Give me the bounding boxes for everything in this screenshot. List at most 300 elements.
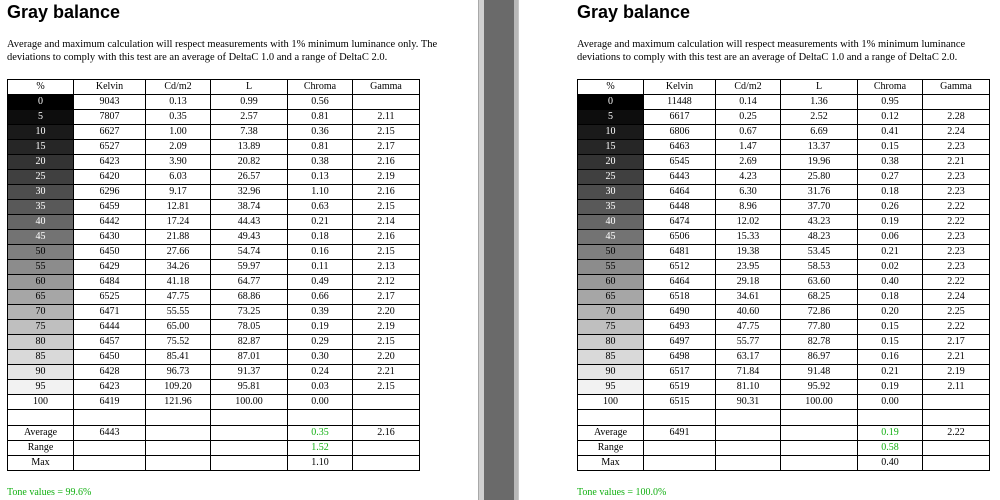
table-cell: 2.17 bbox=[353, 290, 420, 305]
table-cell: 6442 bbox=[74, 215, 146, 230]
table-cell: 2.13 bbox=[353, 260, 420, 275]
table-cell: 34.26 bbox=[146, 260, 211, 275]
table-row bbox=[578, 245, 990, 260]
table-cell: 6448 bbox=[644, 200, 716, 215]
table-cell: 6517 bbox=[644, 365, 716, 380]
table-row bbox=[578, 335, 990, 350]
table-cell: 0.18 bbox=[858, 185, 923, 200]
table-cell: 6519 bbox=[644, 380, 716, 395]
table-cell: 0.25 bbox=[716, 110, 781, 125]
summary-row-max bbox=[8, 456, 420, 471]
table-row bbox=[578, 305, 990, 320]
table-cell: 6443 bbox=[644, 170, 716, 185]
table-cell: 15.33 bbox=[716, 230, 781, 245]
gray-level-swatch: 70 bbox=[578, 305, 644, 320]
table-cell bbox=[146, 456, 211, 471]
table-cell: 40.60 bbox=[716, 305, 781, 320]
table-row bbox=[8, 230, 420, 245]
table-cell: 82.87 bbox=[211, 335, 288, 350]
table-cell bbox=[716, 456, 781, 471]
gray-level-swatch: 100 bbox=[8, 395, 74, 410]
table-cell: 73.25 bbox=[211, 305, 288, 320]
table-cell: 0.81 bbox=[288, 140, 353, 155]
table-cell: 6430 bbox=[74, 230, 146, 245]
table-cell: 48.23 bbox=[781, 230, 858, 245]
table-cell: 6296 bbox=[74, 185, 146, 200]
table-cell: 0.19 bbox=[858, 380, 923, 395]
table-cell: 0.66 bbox=[288, 290, 353, 305]
gray-level-swatch: 60 bbox=[578, 275, 644, 290]
table-cell: 4.23 bbox=[716, 170, 781, 185]
table-row bbox=[8, 245, 420, 260]
table-cell: 68.25 bbox=[781, 290, 858, 305]
table-cell: 2.19 bbox=[353, 170, 420, 185]
column-header: % bbox=[8, 80, 74, 95]
table-cell: 75.52 bbox=[146, 335, 211, 350]
column-header: L bbox=[781, 80, 858, 95]
table-spacer-row bbox=[8, 410, 420, 426]
table-cell: 6545 bbox=[644, 155, 716, 170]
table-row bbox=[578, 230, 990, 245]
average-gamma: 2.16 bbox=[353, 426, 420, 441]
description bbox=[7, 38, 437, 64]
table-cell: 0.40 bbox=[858, 275, 923, 290]
table-cell: 6457 bbox=[74, 335, 146, 350]
gray-level-swatch: 15 bbox=[8, 140, 74, 155]
table-row bbox=[8, 260, 420, 275]
table-cell: 85.41 bbox=[146, 350, 211, 365]
table-cell: 6423 bbox=[74, 380, 146, 395]
table-row bbox=[8, 125, 420, 140]
gray-level-swatch: 5 bbox=[8, 110, 74, 125]
table-cell bbox=[923, 456, 990, 471]
table-cell: 0.21 bbox=[288, 215, 353, 230]
column-header: L bbox=[211, 80, 288, 95]
table-row bbox=[578, 95, 990, 110]
gray-level-swatch: 75 bbox=[578, 320, 644, 335]
table-row bbox=[578, 395, 990, 410]
column-header: Gamma bbox=[923, 80, 990, 95]
table-cell: 2.23 bbox=[923, 140, 990, 155]
table-cell: 49.43 bbox=[211, 230, 288, 245]
table-cell: 20.82 bbox=[211, 155, 288, 170]
table-cell: 2.28 bbox=[923, 110, 990, 125]
table-cell: 6428 bbox=[74, 365, 146, 380]
table-cell: 6.03 bbox=[146, 170, 211, 185]
table-cell: 0.21 bbox=[858, 365, 923, 380]
table-row bbox=[8, 275, 420, 290]
table-cell: 6497 bbox=[644, 335, 716, 350]
table-cell: 19.38 bbox=[716, 245, 781, 260]
table-cell bbox=[211, 441, 288, 456]
table-cell: 0.81 bbox=[288, 110, 353, 125]
gray-level-swatch: 0 bbox=[578, 95, 644, 110]
table-cell: 13.89 bbox=[211, 140, 288, 155]
table-cell: 0.39 bbox=[288, 305, 353, 320]
gray-level-swatch: 25 bbox=[8, 170, 74, 185]
column-header: Gamma bbox=[353, 80, 420, 95]
gray-level-swatch: 65 bbox=[578, 290, 644, 305]
table-cell bbox=[716, 426, 781, 441]
table-cell: 0.99 bbox=[211, 95, 288, 110]
table-cell: 6527 bbox=[74, 140, 146, 155]
table-cell bbox=[716, 441, 781, 456]
report-panel-right bbox=[570, 0, 1000, 500]
table-row bbox=[578, 125, 990, 140]
average-chroma: 0.35 bbox=[288, 426, 353, 441]
table-cell: 0.41 bbox=[858, 125, 923, 140]
summary-label: Average bbox=[8, 426, 74, 441]
table-row bbox=[578, 200, 990, 215]
table-row bbox=[578, 140, 990, 155]
table-cell: 2.24 bbox=[923, 290, 990, 305]
table-row bbox=[8, 290, 420, 305]
table-cell bbox=[146, 410, 211, 426]
table-row bbox=[578, 185, 990, 200]
table-cell: 2.52 bbox=[781, 110, 858, 125]
gray-level-swatch: 50 bbox=[578, 245, 644, 260]
table-cell bbox=[923, 410, 990, 426]
table-cell: 2.19 bbox=[923, 365, 990, 380]
table-cell: 65.00 bbox=[146, 320, 211, 335]
table-cell: 0.13 bbox=[288, 170, 353, 185]
table-cell: 2.22 bbox=[923, 215, 990, 230]
table-row bbox=[8, 305, 420, 320]
table-cell bbox=[858, 410, 923, 426]
page-title: Gray balance bbox=[577, 2, 691, 22]
table-cell: 2.11 bbox=[923, 380, 990, 395]
table-cell: 1.47 bbox=[716, 140, 781, 155]
table-cell: 2.15 bbox=[353, 380, 420, 395]
table-cell: 6471 bbox=[74, 305, 146, 320]
table-cell: 44.43 bbox=[211, 215, 288, 230]
table-cell: 100.00 bbox=[781, 395, 858, 410]
table-cell: 0.00 bbox=[858, 395, 923, 410]
summary-label: Average bbox=[578, 426, 644, 441]
table-cell bbox=[146, 441, 211, 456]
tone-values: Tone values = 100.0% bbox=[577, 487, 667, 498]
table-cell: 2.12 bbox=[353, 275, 420, 290]
gray-level-swatch: 40 bbox=[578, 215, 644, 230]
table-row bbox=[578, 170, 990, 185]
table-cell: 90.31 bbox=[716, 395, 781, 410]
table-cell: 17.24 bbox=[146, 215, 211, 230]
right-page-margin bbox=[518, 0, 570, 500]
column-header: Kelvin bbox=[74, 80, 146, 95]
table-cell: 7807 bbox=[74, 110, 146, 125]
gray-level-swatch: 30 bbox=[8, 185, 74, 200]
table-cell: 6484 bbox=[74, 275, 146, 290]
table-row bbox=[8, 350, 420, 365]
description-line-2: deviations to comply with this test are an average of DeltaC 1.0 and a range of DeltaC 2.0. bbox=[7, 52, 388, 63]
table-cell: 6.69 bbox=[781, 125, 858, 140]
table-cell bbox=[644, 441, 716, 456]
description-line-1: Average and maximum calculation will respect measurements with 1% minimum luminance bbox=[577, 39, 966, 50]
table-cell bbox=[644, 456, 716, 471]
table-cell: 2.21 bbox=[923, 350, 990, 365]
table-cell: 6806 bbox=[644, 125, 716, 140]
table-cell: 6420 bbox=[74, 170, 146, 185]
gray-balance-table bbox=[577, 79, 990, 471]
gray-level-swatch: 90 bbox=[578, 365, 644, 380]
table-cell: 2.24 bbox=[923, 125, 990, 140]
table-cell: 6423 bbox=[74, 155, 146, 170]
gray-level-swatch: 50 bbox=[8, 245, 74, 260]
table-row bbox=[8, 155, 420, 170]
table-cell: 2.23 bbox=[923, 230, 990, 245]
column-header: Kelvin bbox=[644, 80, 716, 95]
table-cell: 0.15 bbox=[858, 320, 923, 335]
table-cell: 6.30 bbox=[716, 185, 781, 200]
table-cell: 38.74 bbox=[211, 200, 288, 215]
table-cell: 6419 bbox=[74, 395, 146, 410]
average-kelvin: 6443 bbox=[74, 426, 146, 441]
description bbox=[577, 38, 965, 64]
table-cell bbox=[923, 441, 990, 456]
table-cell: 0.19 bbox=[858, 215, 923, 230]
table-cell: 31.76 bbox=[781, 185, 858, 200]
table-row bbox=[8, 380, 420, 395]
table-cell: 1.10 bbox=[288, 185, 353, 200]
table-cell bbox=[781, 441, 858, 456]
table-cell: 77.80 bbox=[781, 320, 858, 335]
table-row bbox=[8, 395, 420, 410]
column-header: Chroma bbox=[288, 80, 353, 95]
table-cell: 96.73 bbox=[146, 365, 211, 380]
table-cell: 41.18 bbox=[146, 275, 211, 290]
table-cell bbox=[923, 95, 990, 110]
table-cell: 2.22 bbox=[923, 200, 990, 215]
table-header-row bbox=[578, 80, 990, 95]
table-cell: 0.19 bbox=[288, 320, 353, 335]
table-cell: 87.01 bbox=[211, 350, 288, 365]
table-cell: 2.21 bbox=[923, 155, 990, 170]
table-cell: 6512 bbox=[644, 260, 716, 275]
table-cell: 8.96 bbox=[716, 200, 781, 215]
table-cell: 6617 bbox=[644, 110, 716, 125]
table-row bbox=[578, 365, 990, 380]
table-cell: 2.23 bbox=[923, 245, 990, 260]
table-cell: 7.38 bbox=[211, 125, 288, 140]
report-panel-left bbox=[0, 0, 478, 500]
gray-level-swatch: 10 bbox=[578, 125, 644, 140]
table-cell: 0.30 bbox=[288, 350, 353, 365]
table-cell: 6518 bbox=[644, 290, 716, 305]
table-cell: 0.38 bbox=[288, 155, 353, 170]
gray-level-swatch: 5 bbox=[578, 110, 644, 125]
table-cell: 0.11 bbox=[288, 260, 353, 275]
table-cell bbox=[353, 395, 420, 410]
table-cell: 9043 bbox=[74, 95, 146, 110]
gray-level-swatch: 70 bbox=[8, 305, 74, 320]
table-cell: 23.95 bbox=[716, 260, 781, 275]
summary-row-range bbox=[8, 441, 420, 456]
table-cell: 12.02 bbox=[716, 215, 781, 230]
table-cell: 6627 bbox=[74, 125, 146, 140]
table-cell bbox=[578, 410, 644, 426]
table-cell: 0.02 bbox=[858, 260, 923, 275]
table-cell bbox=[288, 410, 353, 426]
table-cell bbox=[211, 456, 288, 471]
table-cell: 6493 bbox=[644, 320, 716, 335]
average-chroma: 0.19 bbox=[858, 426, 923, 441]
column-header: Cd/m2 bbox=[146, 80, 211, 95]
gray-level-swatch: 20 bbox=[8, 155, 74, 170]
table-cell: 2.23 bbox=[923, 185, 990, 200]
table-cell: 6481 bbox=[644, 245, 716, 260]
table-cell: 6506 bbox=[644, 230, 716, 245]
table-cell bbox=[353, 95, 420, 110]
table-cell: 1.00 bbox=[146, 125, 211, 140]
gray-balance-table bbox=[7, 79, 420, 471]
table-row bbox=[578, 260, 990, 275]
table-cell: 59.97 bbox=[211, 260, 288, 275]
table-cell bbox=[923, 395, 990, 410]
table-cell: 72.86 bbox=[781, 305, 858, 320]
table-row bbox=[8, 140, 420, 155]
table-cell: 0.15 bbox=[858, 335, 923, 350]
table-cell: 29.18 bbox=[716, 275, 781, 290]
table-cell: 2.25 bbox=[923, 305, 990, 320]
table-cell: 6490 bbox=[644, 305, 716, 320]
description-line-1: Average and maximum calculation will respect measurements with 1% minimum luminance only. The bbox=[7, 39, 438, 50]
table-cell: 0.18 bbox=[288, 230, 353, 245]
table-cell: 2.09 bbox=[146, 140, 211, 155]
table-cell: 82.78 bbox=[781, 335, 858, 350]
summary-label: Max bbox=[8, 456, 74, 471]
table-cell: 2.15 bbox=[353, 245, 420, 260]
table-cell bbox=[781, 410, 858, 426]
gray-level-swatch: 80 bbox=[578, 335, 644, 350]
table-cell: 0.26 bbox=[858, 200, 923, 215]
table-cell: 2.16 bbox=[353, 185, 420, 200]
table-cell: 64.77 bbox=[211, 275, 288, 290]
table-cell: 0.63 bbox=[288, 200, 353, 215]
summary-label: Range bbox=[8, 441, 74, 456]
table-cell: 2.23 bbox=[923, 170, 990, 185]
table-cell: 0.03 bbox=[288, 380, 353, 395]
page-title: Gray balance bbox=[7, 2, 121, 22]
table-cell: 2.11 bbox=[353, 110, 420, 125]
table-cell bbox=[781, 426, 858, 441]
table-cell: 68.86 bbox=[211, 290, 288, 305]
table-cell: 2.69 bbox=[716, 155, 781, 170]
table-cell: 2.15 bbox=[353, 335, 420, 350]
table-cell: 6525 bbox=[74, 290, 146, 305]
summary-row-range bbox=[578, 441, 990, 456]
table-cell bbox=[8, 410, 74, 426]
gray-level-swatch: 45 bbox=[8, 230, 74, 245]
gray-level-swatch: 20 bbox=[578, 155, 644, 170]
table-cell: 6459 bbox=[74, 200, 146, 215]
table-cell: 0.24 bbox=[288, 365, 353, 380]
average-kelvin: 6491 bbox=[644, 426, 716, 441]
table-cell: 58.53 bbox=[781, 260, 858, 275]
table-cell: 2.17 bbox=[353, 140, 420, 155]
table-row bbox=[8, 320, 420, 335]
table-cell: 0.18 bbox=[858, 290, 923, 305]
description-line-2: deviations to comply with this test are an average of DeltaC 1.0 and a range of DeltaC 2.0. bbox=[577, 52, 958, 63]
table-row bbox=[8, 335, 420, 350]
table-cell: 43.23 bbox=[781, 215, 858, 230]
column-header: % bbox=[578, 80, 644, 95]
table-row bbox=[578, 380, 990, 395]
table-cell: 3.90 bbox=[146, 155, 211, 170]
gray-level-swatch: 30 bbox=[578, 185, 644, 200]
range-chroma: 1.52 bbox=[288, 441, 353, 456]
table-cell: 6450 bbox=[74, 245, 146, 260]
table-cell: 2.14 bbox=[353, 215, 420, 230]
table-cell: 2.23 bbox=[923, 260, 990, 275]
gray-level-swatch: 40 bbox=[8, 215, 74, 230]
table-cell: 0.12 bbox=[858, 110, 923, 125]
table-cell: 37.70 bbox=[781, 200, 858, 215]
average-gamma: 2.22 bbox=[923, 426, 990, 441]
table-cell: 26.57 bbox=[211, 170, 288, 185]
table-cell: 0.95 bbox=[858, 95, 923, 110]
table-cell bbox=[353, 456, 420, 471]
table-cell: 2.22 bbox=[923, 320, 990, 335]
table-row bbox=[8, 365, 420, 380]
table-cell: 0.06 bbox=[858, 230, 923, 245]
gray-level-swatch: 45 bbox=[578, 230, 644, 245]
table-cell: 63.17 bbox=[716, 350, 781, 365]
gray-level-swatch: 95 bbox=[578, 380, 644, 395]
table-cell: 0.21 bbox=[858, 245, 923, 260]
table-row bbox=[8, 170, 420, 185]
max-chroma: 1.10 bbox=[288, 456, 353, 471]
gray-level-swatch: 60 bbox=[8, 275, 74, 290]
table-cell: 81.10 bbox=[716, 380, 781, 395]
table-cell bbox=[353, 441, 420, 456]
table-cell: 6498 bbox=[644, 350, 716, 365]
table-cell: 0.36 bbox=[288, 125, 353, 140]
table-row bbox=[578, 215, 990, 230]
table-header-row bbox=[8, 80, 420, 95]
gray-level-swatch: 90 bbox=[8, 365, 74, 380]
table-cell: 34.61 bbox=[716, 290, 781, 305]
table-cell: 2.15 bbox=[353, 125, 420, 140]
summary-row-average bbox=[8, 426, 420, 441]
table-cell: 47.75 bbox=[716, 320, 781, 335]
table-cell: 63.60 bbox=[781, 275, 858, 290]
table-cell: 9.17 bbox=[146, 185, 211, 200]
table-cell: 0.38 bbox=[858, 155, 923, 170]
max-chroma: 0.40 bbox=[858, 456, 923, 471]
table-row bbox=[578, 275, 990, 290]
window-divider-bar[interactable] bbox=[484, 0, 514, 500]
table-cell: 21.88 bbox=[146, 230, 211, 245]
table-cell: 95.81 bbox=[211, 380, 288, 395]
summary-row-average bbox=[578, 426, 990, 441]
gray-level-swatch: 80 bbox=[8, 335, 74, 350]
table-cell: 53.45 bbox=[781, 245, 858, 260]
table-cell: 6450 bbox=[74, 350, 146, 365]
table-cell: 0.29 bbox=[288, 335, 353, 350]
table-row bbox=[8, 215, 420, 230]
table-cell: 0.16 bbox=[858, 350, 923, 365]
gray-level-swatch: 35 bbox=[8, 200, 74, 215]
table-row bbox=[578, 110, 990, 125]
table-row bbox=[578, 320, 990, 335]
table-cell: 19.96 bbox=[781, 155, 858, 170]
table-cell bbox=[74, 410, 146, 426]
table-cell: 6474 bbox=[644, 215, 716, 230]
gray-level-swatch: 85 bbox=[578, 350, 644, 365]
gray-level-swatch: 85 bbox=[8, 350, 74, 365]
table-cell bbox=[781, 456, 858, 471]
table-cell: 2.22 bbox=[923, 275, 990, 290]
